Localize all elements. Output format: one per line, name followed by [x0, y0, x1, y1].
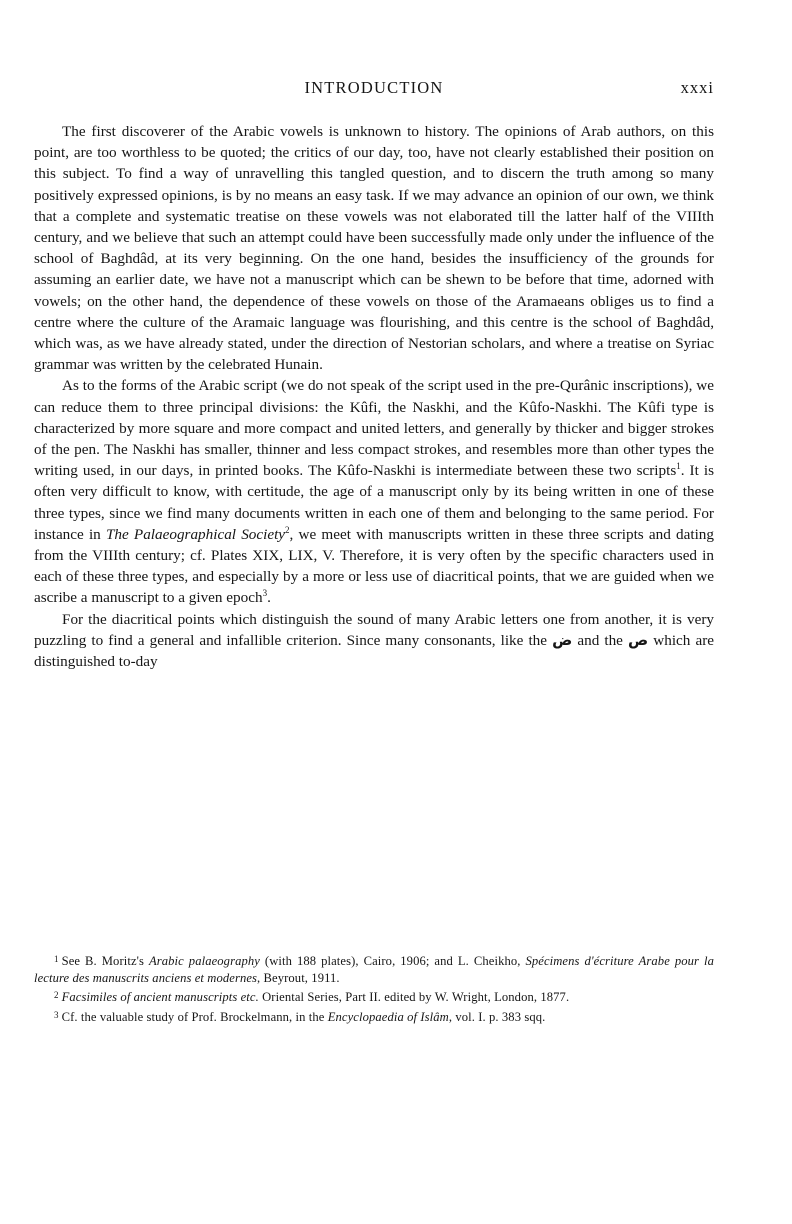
- paragraph-3: [34, 609, 714, 673]
- paragraph-2-text: .: [267, 589, 271, 607]
- arabic-letter-dad: ض: [552, 630, 573, 649]
- footnote-text: Cf. the valuable study of Prof. Brockelmann, in the: [61, 1009, 328, 1024]
- running-title: INTRODUCTION: [304, 78, 444, 97]
- arabic-letter-sad: ص: [628, 630, 649, 649]
- footnote-mark: 1: [54, 954, 59, 964]
- footnote-text: Oriental Series, Part II. edited by W. Wright, London, 1877.: [258, 990, 570, 1005]
- paragraph-2-text: , we meet with manuscripts written in these three scripts and dating from the VIIIth century; cf. Plates XIX, LIX, V. Therefore, it is very often by the specific characters used in each of these three types, and especially by a more or less use of diacritical points, that we are guided when we ascribe a manuscript to a given epoch: [34, 525, 714, 607]
- footnote-text: (with 188 plates), Cairo, 1906; and L. Cheikho,: [259, 954, 526, 968]
- paragraph-2-text: As to the forms of the Arabic script (we do not speak of the script used in the pre-Qurânic inscriptions), we can reduce them to three principal divisions: the Kûfi, the Naskhi, and the Kûfo-Naskhi. The Kûfi type is characterized by more square and more compact and united letters, and generally by thicker and bigger strokes of the pen. The Naskhi has smaller, thinner and less compact strokes, and resembles more than other types the writing used, in our days, in printed books. The Kûfo-Naskhi is intermediate between these two scripts: [34, 377, 714, 480]
- main-text: [34, 121, 714, 672]
- footnote-mark: 2: [54, 990, 59, 1001]
- footnote-italic: Facsimiles of ancient manuscripts etc.: [61, 990, 259, 1005]
- paragraph-3-text: For the diacritical points which distinguish the sound of many Arabic letters one from another, it is very puzzling to find a general and infallible criterion. Since many consonants, like the: [34, 610, 714, 649]
- cited-work-title: The Palaeographical Society: [105, 525, 286, 543]
- paragraph-2-text: . It is often very difficult to know, with certitude, the age of a manuscript only by its being written in one of these three types, since we find many documents written in each one of them and belonging to the same period. For instance in: [34, 462, 714, 543]
- paragraph-3-text: and the: [572, 631, 628, 649]
- footnote-1: [34, 951, 714, 987]
- footnote-3: [34, 1007, 714, 1026]
- paragraph-3-text: which are distinguished to-day: [34, 631, 714, 671]
- footnote-ref-3: 3: [262, 588, 268, 599]
- footnote-ref-1: 1: [676, 461, 681, 472]
- footnote-italic: Encyclopaedia of Islâm: [327, 1009, 449, 1024]
- paragraph-1-text: The first discoverer of the Arabic vowels is unknown to history. The opinions of Arab authors, on this point, are too worthless to be quoted; the critics of our day, too, have not clearly established their position on this subject. To find a way of unravelling this tangled question, and to discern the truth among so many positively expressed opinions, is by no means an easy task. If we may advance an opinion of our own, we think that a complete and systematic treatise on these vowels was not elaborated till the latter half of the VIIIth century, and we believe that such an attempt could have been successfully made only under the influence of the school of Baghdâd, at its very beginning. On the one hand, besides the insufficiency of the grounds for assuming an earlier date, we have not a manuscript which can be shewn to be before that time, adorned with vowels; on the other hand, the dependence of these vowels on those of the Aramaeans obliges us to find a centre where the culture of the Aramaic language was flourishing, and this centre is the school of Baghdâd, which was, as we have already stated, under the direction of Nestorian scholars, and where a treatise on Syriac grammar was written by the celebrated Hunain.: [34, 123, 714, 374]
- footnote-mark: 3: [54, 1009, 59, 1020]
- footnote-italic: Spécimens d'écriture Arabe pour la lecture des manuscrits anciens et modernes: [34, 954, 714, 986]
- footnote-2: [34, 987, 714, 1006]
- footnotes: [34, 951, 714, 1026]
- footnote-text: , vol. I. p. 383 sqq.: [448, 1009, 546, 1024]
- footnote-italic: Arabic palaeography: [148, 954, 260, 968]
- footnote-ref-2: 2: [285, 524, 290, 535]
- page-number: xxxi: [680, 78, 714, 97]
- page-header: [34, 78, 714, 102]
- paragraph-2: [34, 375, 714, 608]
- paragraph-1: [34, 121, 714, 375]
- footnote-text: See B. Moritz's: [61, 954, 149, 968]
- footnote-text: , Beyrout, 1911.: [257, 971, 340, 986]
